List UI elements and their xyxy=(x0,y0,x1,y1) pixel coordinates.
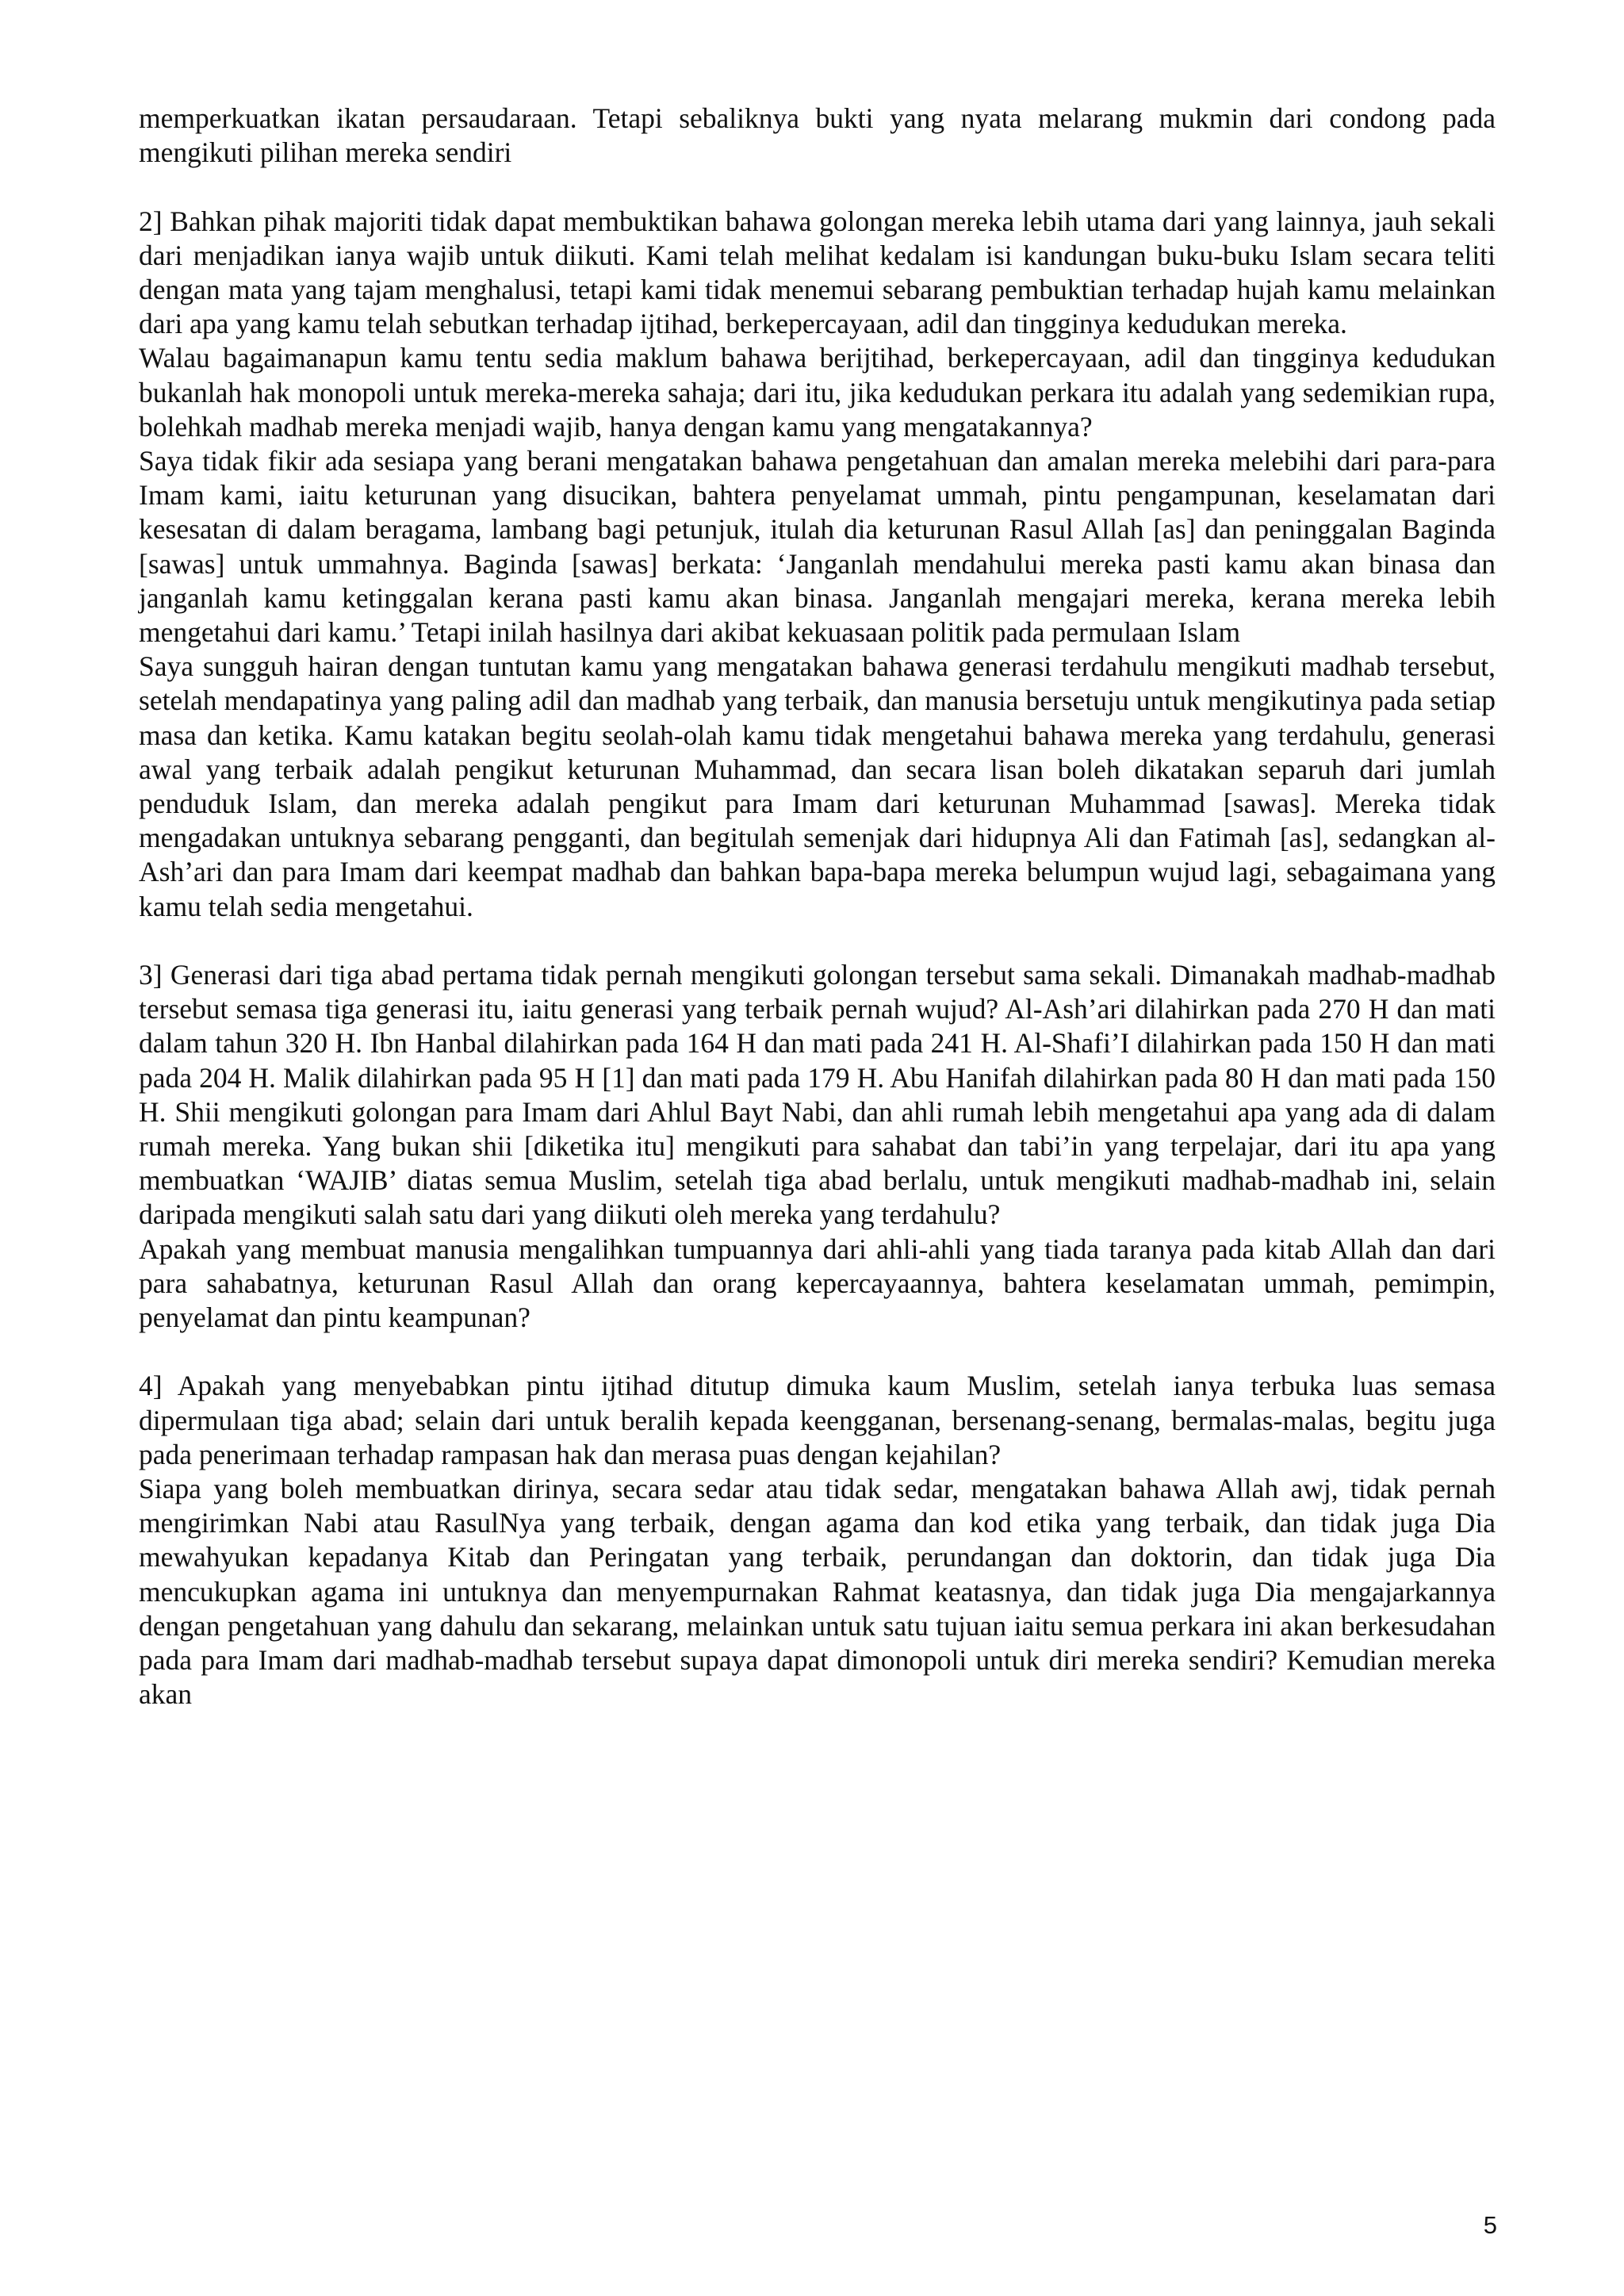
paragraph-point-4: 4] Apakah yang menyebabkan pintu ijtihad ditutup dimuka kaum Muslim, setelah ianya terbuka luas semasa dipermulaan tiga abad; selain dari untuk beralih kepada keengganan, bersenang-senang, bermalas-malas, begitu juga pada penerimaan terhadap rampasan hak dan merasa puas dengan kejahilan? xyxy=(139,1370,1496,1470)
page-number: 5 xyxy=(1483,2211,1497,2239)
body-text xyxy=(139,102,1496,1712)
paragraph-walau: Walau bagaimanapun kamu tentu sedia maklum bahawa berijtihad, berkepercayaan, adil dan tingginya kedudukan bukanlah hak monopoli untuk mereka-mereka sahaja; dari itu, jika kedudukan perkara itu adalah yang sedemikian rupa, bolehkah madhab mereka menjadi wajib, hanya dengan kamu yang mengatakannya? xyxy=(139,342,1496,443)
paragraph-continuation: memperkuatkan ikatan persaudaraan. Tetapi sebaliknya bukti yang nyata melarang mukmin dari condong pada mengikuti pilihan mereka sendiri xyxy=(139,102,1496,169)
paragraph-saya-sungguh-hairan: Saya sungguh hairan dengan tuntutan kamu yang mengatakan bahawa generasi terdahulu mengikuti madhab tersebut, setelah mendapatinya yang paling adil dan madhab yang terbaik, dan manusia bersetuju untuk mengikutinya pada setiap masa dan ketika. Kamu katakan begitu seolah-olah kamu tidak mengetahui bahawa mereka yang terdahulu, generasi awal yang terbaik adalah pengikut keturunan Muhammad, dan secara lisan boleh dikatakan separuh dari jumlah penduduk Islam, dan mereka adalah pengikut para Imam dari keturunan Muhammad [sawas]. Mereka tidak mengadakan untuknya sebarang pengganti, dan begitulah semenjak dari hidupnya Ali dan Fatimah [as], sedangkan al-Ash’ari dan para Imam dari keempat madhab dan bahkan bapa-bapa mereka belumpun wujud lagi, sebagaimana yang kamu telah sedia mengetahui. xyxy=(139,650,1496,922)
paragraph-siapa-yang-boleh: Siapa yang boleh membuatkan dirinya, secara sedar atau tidak sedar, mengatakan bahawa Allah awj, tidak pernah mengirimkan Nabi atau RasulNya yang terbaik, dengan agama dan kod etika yang terbaik, dan tidak juga Dia mewahyukan kepadanya Kitab dan Peringatan yang terbaik, perundangan dan doktorin, dan tidak juga Dia mencukupkan agama ini untuknya dan menyempurnakan Rahmat keatasnya, dan tidak juga Dia mengajarkannya dengan pengetahuan yang dahulu dan sekarang, melainkan untuk satu tujuan iaitu semua perkara ini akan berkesudahan pada para Imam dari madhab-madhab tersebut supaya dapat dimonopoli untuk diri mereka sendiri? Kemudian mereka akan xyxy=(139,1473,1496,1711)
paragraph-saya-tidak-fikir: Saya tidak fikir ada sesiapa yang berani mengatakan bahawa pengetahuan dan amalan mereka melebihi dari para-para Imam kami, iaitu keturunan yang disucikan, bahtera penyelamat ummah, pintu pengampunan, keselamatan dari kesesatan di dalam beragama, lambang bagi petunjuk, itulah dia keturunan Rasul Allah [as] dan peninggalan Baginda [sawas] untuk ummahnya. Baginda [sawas] berkata: ‘Janganlah mendahului mereka pasti kamu akan binasa dan janganlah kamu ketinggalan kerana pasti kamu akan binasa. Janganlah mengajari mereka, kerana mereka lebih mengetahui dari kamu.’ Tetapi inilah hasilnya dari akibat kekuasaan politik pada permulaan Islam xyxy=(139,445,1496,649)
paragraph-apakah-yang-membuat: Apakah yang membuat manusia mengalihkan tumpuannya dari ahli-ahli yang tiada taranya pada kitab Allah dan dari para sahabatnya, keturunan Rasul Allah dan orang kepercayaannya, bahtera keselamatan ummah, pemimpin, penyelamat dan pintu keampunan? xyxy=(139,1232,1496,1334)
paragraph-point-3: 3] Generasi dari tiga abad pertama tidak pernah mengikuti golongan tersebut sama sekali. Dimanakah madhab-madhab tersebut semasa tiga generasi itu, iaitu generasi yang terbaik pernah wujud? Al-Ash’ari dilahirkan pada 270 H dan mati dalam tahun 320 H. Ibn Hanbal dilahirkan pada 164 H dan mati pada 241 H. Al-Shafi’I dilahirkan pada 150 H dan mati pada 204 H. Malik dilahirkan pada 95 H [1] dan mati pada 179 H. Abu Hanifah dilahirkan pada 80 H dan mati pada 150 H. Shii mengikuti golongan para Imam dari Ahlul Bayt Nabi, dan ahli rumah lebih mengetahui apa yang ada di dalam rumah mereka. Yang bukan shii [diketika itu] mengikuti para sahabat dan tabi’in yang terpelajar, dari itu apa yang membuatkan ‘WAJIB’ diatas semua Muslim, setelah tiga abad berlalu, untuk mengikuti madhab-madhab ini, selain daripada mengikuti salah satu dari yang diikuti oleh mereka yang terdahulu? xyxy=(139,959,1496,1231)
paragraph-point-2: 2] Bahkan pihak majoriti tidak dapat membuktikan bahawa golongan mereka lebih utama dari yang lainnya, jauh sekali dari menjadikan ianya wajib untuk diikuti. Kami telah melihat kedalam isi kandungan buku-buku Islam secara teliti dengan mata yang tajam menghalusi, tetapi kami tidak menemui sebarang pembuktian terhadap hujah kamu melainkan dari apa yang kamu telah sebutkan terhadap ijtihad, berkepercayaan, adil dan tingginya kedudukan mereka. xyxy=(139,205,1496,340)
